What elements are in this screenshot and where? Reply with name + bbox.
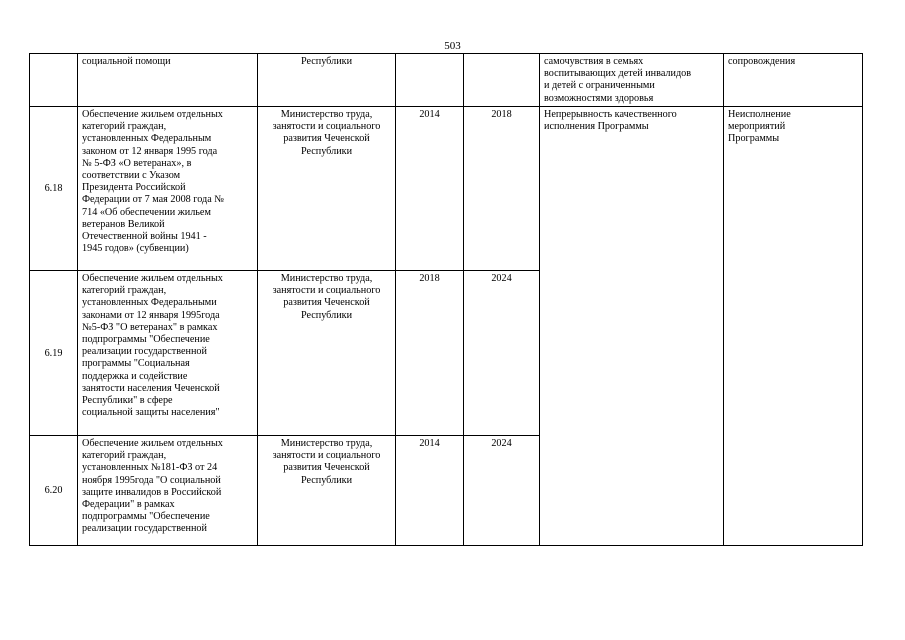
expected-result-cell: Непрерывность качественного исполнения Программы: [540, 107, 724, 546]
consequence-cell: сопровождения: [724, 54, 863, 107]
table-row-continuation: [30, 54, 863, 107]
start-year-cell: 2018: [396, 271, 464, 436]
start-year-cell: [396, 54, 464, 107]
consequence-cell: Неисполнение мероприятий Программы: [724, 107, 863, 546]
measure-name-cell: Обеспечение жильем отдельных категорий граждан, установленных №181-ФЗ от 24 ноября 1995года "О социальной защите инвалидов в Российской Федерации" в рамках подпрограммы "Обеспечение реализации государственной: [78, 436, 258, 546]
measures-table: [29, 53, 863, 546]
row-number-cell: 6.20: [30, 436, 78, 546]
page-number: 503: [444, 40, 461, 52]
start-year-cell: 2014: [396, 107, 464, 271]
measure-name-cell: Обеспечение жильем отдельных категорий граждан, установленных Федеральными законами от 12 января 1995года №5-ФЗ "О ветеранах" в рамках подпрограммы "Обеспечение реализации государственной программы "Социальная поддержка и содействие занятости населения Чеченской Республики" в сфере социальной защиты населения": [78, 271, 258, 436]
end-year-cell: [464, 54, 540, 107]
end-year-cell: 2024: [464, 436, 540, 546]
executor-cell: Министерство труда, занятости и социального развития Чеченской Республики: [258, 271, 396, 436]
executor-cell: Министерство труда, занятости и социального развития Чеченской Республики: [258, 436, 396, 546]
executor-cell: Республики: [258, 54, 396, 107]
row-number-cell: 6.18: [30, 107, 78, 271]
expected-result-cell: самочувствия в семьях воспитывающих детей инвалидов и детей с ограниченными возможностями здоровья: [540, 54, 724, 107]
end-year-cell: 2024: [464, 271, 540, 436]
end-year-cell: 2018: [464, 107, 540, 271]
row-number-cell: 6.19: [30, 271, 78, 436]
start-year-cell: 2014: [396, 436, 464, 546]
measure-name-cell: социальной помощи: [78, 54, 258, 107]
table-row-6-18: [30, 107, 863, 271]
row-number-cell: [30, 54, 78, 107]
measure-name-cell: Обеспечение жильем отдельных категорий граждан, установленных Федеральным законом от 12 января 1995 года № 5-ФЗ «О ветеранах», в соответствии с Указом Президента Российской Федерации от 7 мая 2008 года № 714 «Об обеспечении жильем ветеранов Великой Отечественной войны 1941 - 1945 годов» (субвенции): [78, 107, 258, 271]
executor-cell: Министерство труда, занятости и социального развития Чеченской Республики: [258, 107, 396, 271]
